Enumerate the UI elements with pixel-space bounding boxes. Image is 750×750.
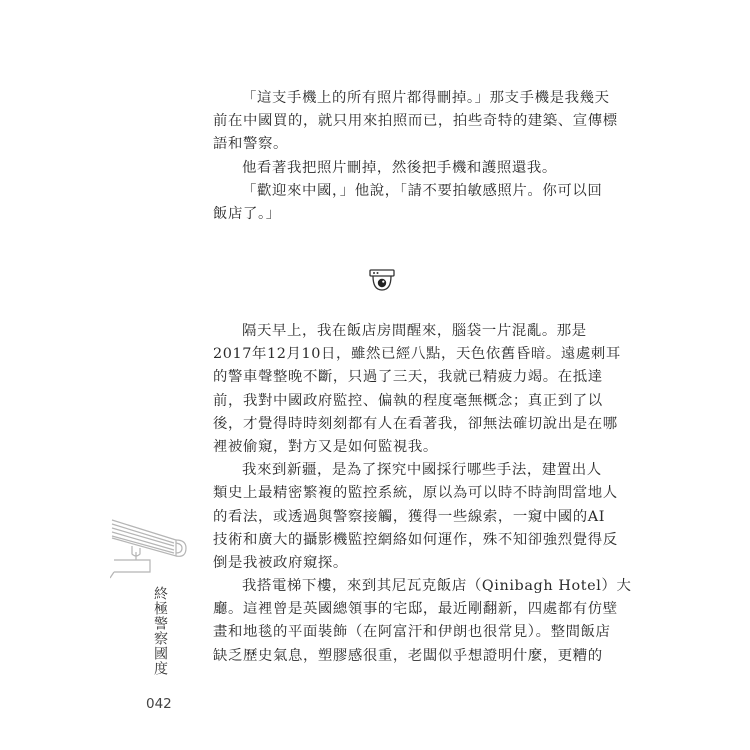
text-line: 前在中國買的，就只用來拍照而已，拍些奇特的建築、宣傳標 (213, 113, 618, 130)
running-title: 終極警察國度 (152, 586, 168, 676)
text-line: 缺乏歷史氣息，塑膠感很重，老闆似乎想證明什麼，更糟的 (213, 647, 603, 664)
text-line: 他看著我把照片刪掉，然後把手機和護照還我。 (242, 159, 557, 176)
text-line: 畫和地毯的平面裝飾（在阿富汗和伊朗也很常見）。整間飯店 (213, 624, 611, 641)
text-section-2 (213, 320, 632, 668)
text-line: 語和警察。 (213, 136, 288, 153)
text-line: 飯店了。」 (213, 205, 281, 222)
text-line: 的警車聲整晚不斷，只過了三天，我就已精疲力竭。在抵達 (213, 369, 603, 386)
text-line: 我搭電梯下樓，來到其尼瓦克飯店（Qinibagh Hotel）大 (242, 578, 632, 595)
text-line: 裡被偷窺，對方又是如何監視我。 (213, 438, 438, 455)
text-line: 隔天早上，我在飯店房間醒來，腦袋一片混亂。那是 (242, 323, 587, 339)
text-line: 的看法，或透過與警察接觸，獲得一些線索，一窺中國的AI (213, 508, 606, 525)
text-line: 「歡迎來中國，」他說，「請不要拍敏感照片。你可以回 (242, 182, 603, 199)
text-line: 後，才覺得時時刻刻都有人在看著我，卻無法確切說出是在哪 (213, 415, 618, 432)
page-number: 042 (146, 696, 172, 712)
text-line: 前，我對中國政府監控、偏執的程度毫無概念；真正到了以 (213, 392, 603, 409)
cctv-camera-icon (110, 508, 190, 580)
text-line: 「這支手機上的所有照片都得刪掉。」那支手機是我幾天 (242, 90, 610, 106)
text-line: 技術和廣大的攝影機監控網絡如何運作，殊不知卻強烈覺得反 (213, 531, 618, 548)
dome-security-camera-icon (368, 268, 396, 294)
text-line: 廳。這裡曾是英國總領事的宅邸，最近剛翻新，四處都有仿壁 (213, 601, 618, 618)
text-line: 2017年12月10日，雖然已經八點，天色依舊昏暗。遠處刺耳 (213, 346, 621, 363)
text-line: 倒是我被政府窺探。 (213, 554, 348, 571)
text-line: 我來到新疆，是為了探究中國採行哪些手法，建置出人 (242, 462, 602, 479)
text-section-1 (213, 87, 618, 226)
text-line: 類史上最精密繁複的監控系統，原以為可以時不時詢問當地人 (213, 485, 618, 502)
